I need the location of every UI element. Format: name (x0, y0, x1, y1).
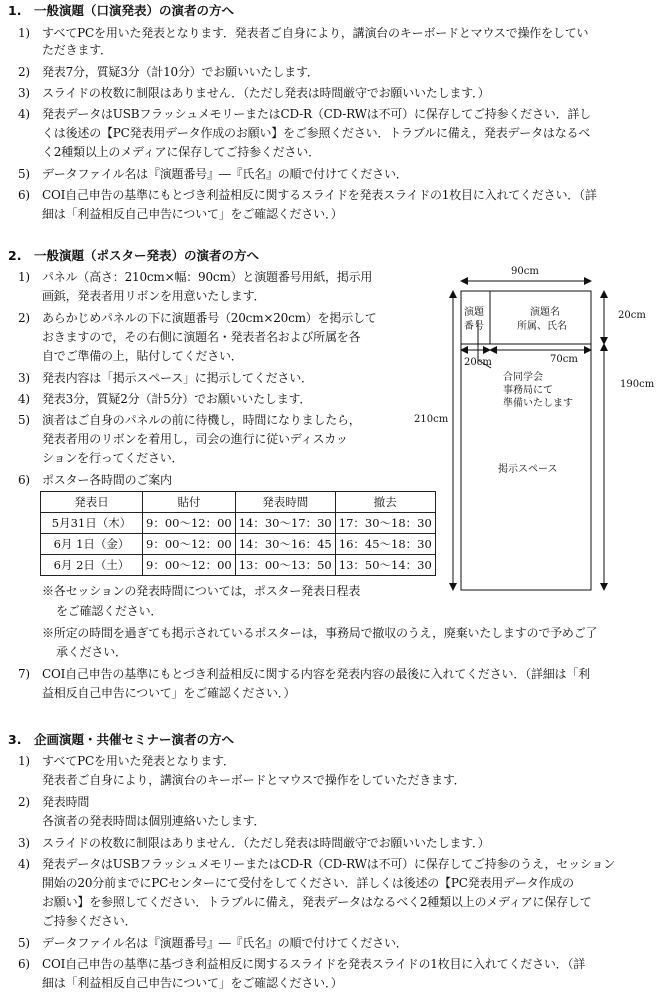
s2-item5-line1: 演者はご自身のパネルの前に待機し，時間になりましたら， (42, 413, 361, 427)
table-cell: 14：30～16：45 (235, 534, 335, 555)
s2-item4-num: 4) (18, 392, 30, 406)
s3-item3-line1: スライドの枚数に制限はありません．（ただし発表は時間厳守でお願いいたします．） (42, 836, 490, 850)
s2-item2-line1: あらかじめパネルの下に演題番号（20cm×20cm）を掲示して (42, 311, 377, 325)
num-box-line1: 演題 (464, 307, 484, 318)
s2-item6-line1: ポスター各時間のご案内 (42, 473, 172, 487)
s1-item3-line1: スライドの枚数に制限はありません．（ただし発表は時間厳守でお願いいたします．） (42, 86, 490, 100)
s3-item1-line2: 発表者ご自身により，講演台のキーボードとマウスで操作をしていただきます． (42, 773, 466, 787)
s2-item2-num: 2) (18, 311, 30, 325)
title-width-label: 70cm (550, 354, 578, 365)
table-cell: 9：00～12：00 (143, 513, 236, 534)
s2-item5-line3: ションを行ってください． (42, 451, 184, 465)
s1-item1-num: 1) (18, 26, 30, 40)
panel-outline (461, 291, 591, 590)
s1-item6-num: 6) (18, 188, 30, 202)
s2-note1-line2: をご確認ください． (56, 604, 163, 618)
s3-item5-num: 5) (18, 936, 30, 950)
s3-item1-line1: すべてPCを用いた発表となります． (42, 754, 235, 768)
table-cell: 16：45～18：30 (335, 534, 435, 555)
table-header-cell: 貼付 (143, 492, 236, 513)
note-line3: 準備いたします (503, 398, 573, 409)
top-label: 20cm (618, 310, 646, 321)
table-cell: 6月 1日（金） (41, 534, 143, 555)
section-1-title: 1. 一般演題（口演発表）の演者の方へ (8, 3, 234, 18)
s1-item3-num: 3) (18, 86, 30, 100)
table-cell: 13：00～13：50 (235, 555, 335, 576)
s2-item2-line3: 自でご準備の上，貼付してください． (42, 349, 243, 363)
s2-item7-num: 7) (18, 667, 30, 681)
section-3-title: 3. 企画演題・共催セミナー演者の方へ (8, 732, 234, 747)
note-line2: 事務局にて (503, 385, 553, 396)
s2-item5-line2: 発表者用のリボンを着用し，司会の進行に従いディスカッ (42, 432, 348, 446)
s3-item4-line1: 発表データはUSBフラッシュメモリーまたはCD-R（CD-RWは不可）に保存してご持参のうえ，セッション (42, 857, 616, 871)
s1-item2-line1: 発表7分，質疑3分（計10分）でお願いいたします． (42, 65, 319, 79)
s3-item1-num: 1) (18, 754, 30, 768)
s2-item6-num: 6) (18, 473, 30, 487)
title-box-line2: 所属、氏名 (517, 321, 567, 332)
s2-item1-line1: パネル（高さ：210cm×幅：90cm）と演題番号用紙，掲示用 (42, 270, 373, 284)
s1-item4-line3: く2種類以上のメディアに保存してご持参ください． (42, 145, 320, 159)
s1-item4-num: 4) (18, 107, 30, 121)
table-header-cell: 撤去 (335, 492, 435, 513)
table-cell: 6月 2日（土） (41, 555, 143, 576)
table-cell: 5月31日（木） (41, 513, 143, 534)
s2-item4-line1: 発表3分，質疑2分（計5分）でお願いいたします． (42, 392, 312, 406)
s2-item3-line1: 発表内容は「掲示スペース」に掲示してください． (42, 371, 313, 385)
s2-item3-num: 3) (18, 371, 30, 385)
s3-item3-num: 3) (18, 836, 30, 850)
s1-item1-line2: ただきます． (42, 43, 112, 57)
table-cell: 13：50～14：30 (335, 555, 435, 576)
s3-item4-num: 4) (18, 857, 30, 871)
display-space-label: 掲示スペース (498, 464, 558, 475)
s3-item6-line2: 細は「利益相反自己申告について」をご確認ください．） (42, 976, 343, 990)
s2-note1-line1: ※各セッションの発表時間については，ポスター発表日程表 (42, 584, 361, 598)
s2-item2-line2: おきますので，その右側に演題名・発表者名および所属を各 (42, 330, 361, 344)
title-box-line1: 演題名 (530, 307, 560, 318)
s3-item4-line2: 開始の20分前までにPCセンターにて受付をしてください．詳しくは後述の【PC発表用データ作成の (42, 876, 574, 890)
s3-item4-line3: お願い】を参照してください．トラブルに備え，発表データはなるべく2種類以上のメディアに保存して (42, 895, 592, 909)
num-box-line2: 番号 (464, 321, 484, 332)
body-label: 190cm (620, 379, 655, 390)
note-line1: 合同学会 (503, 372, 543, 383)
s2-item5-num: 5) (18, 413, 30, 427)
table-header-cell: 発表時間 (235, 492, 335, 513)
table-cell: 14：30～17：30 (235, 513, 335, 534)
width-label: 90cm (511, 266, 539, 277)
height-label: 210cm (414, 414, 449, 425)
s3-item4-line4: ご持参ください． (42, 914, 137, 928)
s2-item7-line1: COI自己申告の基準にもとづき利益相反に関する内容を発表内容の最後に入れてください．（詳細は「利 (42, 667, 590, 681)
s3-item6-line1: COI自己申告の基準に基づき利益相反に関するスライドを発表スライドの1枚目に入れてください．（詳 (42, 957, 586, 971)
s3-item2-line1: 発表時間 (42, 795, 90, 809)
table-cell: 9：00～12：00 (143, 555, 236, 576)
s1-item2-num: 2) (18, 65, 30, 79)
s1-item5-line1: データファイル名は『演題番号』―『氏名』の順で付けてください． (42, 167, 408, 181)
s1-item6-line2: 細は「利益相反自己申告について」をご確認ください．） (42, 207, 343, 221)
s1-item4-line1: 発表データはUSBフラッシュメモリーまたはCD-R（CD-RWは不可）に保存してご持参ください．詳し (42, 107, 591, 121)
s2-note2-line2: 承ください． (56, 645, 127, 659)
s3-item5-line1: データファイル名は『演題番号』―『氏名』の順で付けてください． (42, 936, 408, 950)
table-header-cell: 発表日 (41, 492, 143, 513)
s2-note2-line1: ※所定の時間を過ぎても掲示されているポスターは，事務局で撤収のうえ，廃棄いたしますので予めご了 (42, 626, 598, 640)
s1-item5-num: 5) (18, 167, 30, 181)
table-cell: 17：30～18：30 (335, 513, 435, 534)
table-cell: 9：00～12：00 (143, 534, 236, 555)
s3-item2-num: 2) (18, 795, 30, 809)
section-2-title: 2. 一般演題（ポスター発表）の演者の方へ (8, 248, 259, 263)
s1-item1-line1: すべてPCを用いた発表となります．発表者ご自身により，講演台のキーボードとマウスで操作をしてい (42, 26, 589, 40)
s3-item2-line2: 各演者の発表時間は個別連絡いたします． (42, 814, 266, 828)
s1-item6-line1: COI自己申告の基準にもとづき利益相反に関するスライドを発表スライドの1枚目に入れてください．（詳 (42, 188, 597, 202)
s2-item7-line2: 益相反自己申告について」をご確認ください．） (42, 686, 296, 700)
s3-item6-num: 6) (18, 957, 30, 971)
num-width-label: 20cm (464, 357, 492, 368)
s2-item1-line2: 画鋲，発表者用リボンを用意いたします． (42, 289, 266, 303)
s1-item4-line2: くは後述の【PC発表用データ作成のお願い】をご参照ください．トラブルに備え，発表データはなるべ (42, 126, 591, 140)
s2-item1-num: 1) (18, 270, 30, 284)
